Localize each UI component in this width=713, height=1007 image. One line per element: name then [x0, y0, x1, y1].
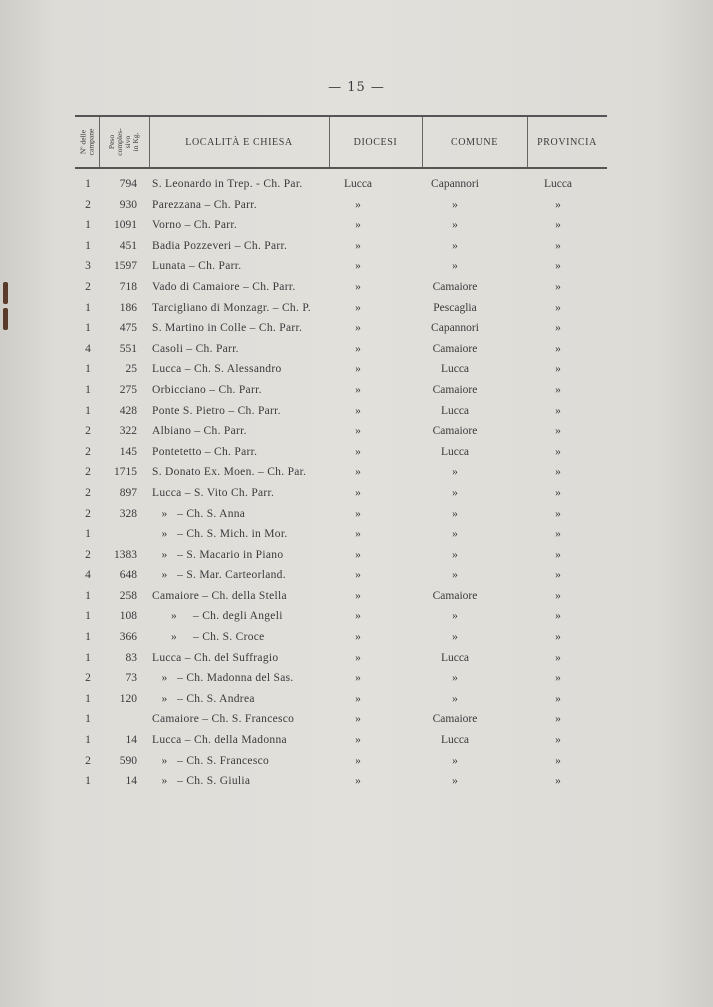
cell-peso: 145 — [119, 445, 137, 458]
cell-peso: 275 — [119, 383, 137, 396]
table-row — [0, 281, 713, 302]
cell-diocesi: Lucca — [343, 178, 373, 190]
cell-diocesi: » — [355, 445, 361, 458]
cell-num-campane: 1 — [85, 631, 91, 644]
cell-provincia: » — [555, 260, 561, 273]
cell-diocesi: » — [355, 260, 361, 273]
cell-peso: 366 — [119, 631, 137, 644]
cell-localita: Lucca – Ch. del Suffragio — [152, 651, 279, 664]
cell-num-campane: 3 — [85, 260, 91, 273]
cell-provincia: » — [555, 486, 561, 499]
cell-localita: Camaiore – Ch. S. Francesco — [152, 713, 295, 726]
cell-diocesi: » — [355, 569, 361, 582]
cell-peso: 648 — [119, 569, 137, 582]
cell-comune: Capannori — [431, 178, 479, 190]
cell-num-campane: 1 — [85, 528, 91, 541]
table-row — [0, 405, 713, 426]
cell-localita: Lucca – S. Vito Ch. Parr. — [152, 486, 275, 499]
cell-provincia: » — [555, 363, 561, 376]
cell-diocesi: » — [355, 322, 361, 335]
cell-comune: » — [452, 528, 458, 541]
cell-peso: 718 — [119, 280, 137, 293]
table-row — [0, 775, 713, 796]
table-row — [0, 240, 713, 261]
cell-diocesi: » — [355, 301, 361, 314]
cell-comune: » — [452, 486, 458, 499]
cell-diocesi: » — [355, 651, 361, 664]
header-comune: COMUNE — [422, 117, 528, 167]
table-row — [0, 590, 713, 611]
cell-provincia: » — [555, 404, 561, 417]
cell-comune: » — [452, 507, 458, 520]
cell-provincia: » — [555, 589, 561, 602]
cell-provincia: » — [555, 672, 561, 685]
cell-num-campane: 4 — [85, 342, 91, 355]
cell-provincia: » — [555, 507, 561, 520]
cell-num-campane: 1 — [85, 322, 91, 335]
cell-comune: » — [452, 239, 458, 252]
table-row — [0, 755, 713, 776]
cell-peso: 794 — [119, 178, 137, 190]
cell-diocesi: » — [355, 548, 361, 561]
cell-diocesi: » — [355, 198, 361, 211]
cell-num-campane: 2 — [85, 445, 91, 458]
cell-diocesi: » — [355, 775, 361, 788]
table-row — [0, 569, 713, 590]
cell-provincia: » — [555, 713, 561, 726]
cell-comune: Camaiore — [432, 280, 478, 293]
table-row — [0, 631, 713, 652]
header-num-campane: Nº delle campane — [75, 117, 100, 167]
cell-num-campane: 4 — [85, 569, 91, 582]
cell-num-campane: 1 — [85, 589, 91, 602]
table-row — [0, 713, 713, 734]
header-provincia: PROVINCIA — [537, 136, 597, 148]
cell-localita: Parezzana – Ch. Parr. — [152, 198, 257, 211]
cell-comune: » — [452, 219, 458, 232]
cell-diocesi: » — [355, 280, 361, 293]
cell-provincia: » — [555, 219, 561, 232]
cell-num-campane: 1 — [85, 651, 91, 664]
cell-comune: » — [452, 775, 458, 788]
cell-localita: » – Ch. degli Angeli — [152, 610, 283, 623]
table-header — [75, 115, 607, 169]
cell-diocesi: » — [355, 466, 361, 479]
cell-localita: Vorno – Ch. Parr. — [152, 219, 238, 232]
cell-localita: Lunata – Ch. Parr. — [152, 260, 242, 273]
cell-peso: 451 — [119, 239, 137, 252]
cell-num-campane: 2 — [85, 507, 91, 520]
cell-peso: 475 — [119, 322, 137, 335]
cell-provincia: » — [555, 301, 561, 314]
cell-diocesi: » — [355, 734, 361, 747]
cell-comune: » — [452, 610, 458, 623]
cell-comune: » — [452, 198, 458, 211]
cell-localita: » – Ch. S. Andrea — [152, 692, 255, 705]
cell-num-campane: 2 — [85, 486, 91, 499]
cell-localita: » – Ch. S. Anna — [152, 507, 246, 520]
cell-comune: » — [452, 692, 458, 705]
cell-diocesi: » — [355, 528, 361, 541]
table-row — [0, 549, 713, 570]
cell-localita: Lucca – Ch. della Madonna — [152, 734, 287, 747]
cell-localita: S. Donato Ex. Moen. – Ch. Par. — [152, 466, 307, 479]
cell-peso: 1091 — [114, 219, 137, 232]
cell-comune: Capannori — [431, 322, 479, 335]
cell-provincia: » — [555, 631, 561, 644]
cell-provincia: » — [555, 528, 561, 541]
cell-num-campane: 2 — [85, 425, 91, 438]
cell-num-campane: 1 — [85, 301, 91, 314]
cell-provincia: » — [555, 342, 561, 355]
cell-peso: 328 — [119, 507, 137, 520]
table-row — [0, 219, 713, 240]
cell-diocesi: » — [355, 713, 361, 726]
cell-comune: Camaiore — [432, 713, 478, 726]
cell-diocesi: » — [355, 610, 361, 623]
cell-provincia: » — [555, 425, 561, 438]
cell-comune: » — [452, 754, 458, 767]
cell-provincia: » — [555, 651, 561, 664]
cell-provincia: » — [555, 754, 561, 767]
table-row — [0, 734, 713, 755]
table-row — [0, 466, 713, 487]
cell-comune: Pescaglia — [433, 301, 477, 314]
cell-provincia: » — [555, 466, 561, 479]
cell-comune: Lucca — [440, 363, 470, 376]
cell-num-campane: 2 — [85, 280, 91, 293]
cell-num-campane: 1 — [85, 383, 91, 396]
cell-peso: 120 — [119, 692, 137, 705]
cell-diocesi: » — [355, 631, 361, 644]
cell-localita: Pontetetto – Ch. Parr. — [152, 445, 258, 458]
table-row — [0, 446, 713, 467]
table-row — [0, 487, 713, 508]
table-row — [0, 693, 713, 714]
cell-provincia: » — [555, 548, 561, 561]
table-row — [0, 322, 713, 343]
cell-comune: » — [452, 631, 458, 644]
cell-provincia: » — [555, 692, 561, 705]
table-body — [0, 178, 713, 796]
page-number: — 15 — — [328, 80, 385, 95]
cell-num-campane: 1 — [85, 178, 91, 190]
cell-diocesi: » — [355, 507, 361, 520]
cell-localita: » – Ch. S. Giulia — [152, 775, 251, 788]
cell-peso: 25 — [125, 363, 137, 376]
table-row — [0, 199, 713, 220]
cell-diocesi: » — [355, 383, 361, 396]
cell-diocesi: » — [355, 219, 361, 232]
cell-peso: 590 — [119, 754, 137, 767]
cell-num-campane: 1 — [85, 219, 91, 232]
cell-comune: Camaiore — [432, 425, 478, 438]
cell-comune: Lucca — [440, 734, 470, 747]
cell-provincia: » — [555, 610, 561, 623]
cell-localita: Vado di Camaiore – Ch. Parr. — [152, 280, 296, 293]
cell-peso: 258 — [119, 589, 137, 602]
cell-diocesi: » — [355, 363, 361, 376]
cell-peso: 83 — [125, 651, 137, 664]
table-row — [0, 672, 713, 693]
cell-provincia: » — [555, 239, 561, 252]
cell-peso: 428 — [119, 404, 137, 417]
cell-diocesi: » — [355, 404, 361, 417]
cell-num-campane: 1 — [85, 610, 91, 623]
cell-num-campane: 2 — [85, 754, 91, 767]
cell-diocesi: » — [355, 672, 361, 685]
cell-diocesi: » — [355, 486, 361, 499]
cell-peso: 322 — [119, 425, 137, 438]
cell-peso: 14 — [125, 775, 137, 788]
cell-num-campane: 2 — [85, 198, 91, 211]
cell-comune: » — [452, 260, 458, 273]
cell-peso: 551 — [119, 342, 137, 355]
cell-peso: 1715 — [114, 466, 137, 479]
cell-localita: Badia Pozzeveri – Ch. Parr. — [152, 239, 288, 252]
table-row — [0, 610, 713, 631]
cell-provincia: » — [555, 445, 561, 458]
cell-localita: S. Martino in Colle – Ch. Parr. — [152, 322, 303, 335]
cell-provincia: Lucca — [543, 178, 573, 190]
cell-peso: 108 — [119, 610, 137, 623]
cell-num-campane: 2 — [85, 548, 91, 561]
cell-num-campane: 1 — [85, 692, 91, 705]
cell-provincia: » — [555, 280, 561, 293]
table-row — [0, 363, 713, 384]
cell-diocesi: » — [355, 589, 361, 602]
table-row — [0, 528, 713, 549]
table-row — [0, 384, 713, 405]
table-row — [0, 652, 713, 673]
cell-localita: » – Ch. S. Francesco — [152, 754, 270, 767]
cell-localita: Albiano – Ch. Parr. — [152, 425, 247, 438]
cell-diocesi: » — [355, 239, 361, 252]
cell-provincia: » — [555, 322, 561, 335]
cell-peso: 897 — [119, 486, 137, 499]
cell-provincia: » — [555, 198, 561, 211]
cell-diocesi: » — [355, 692, 361, 705]
cell-peso: 186 — [119, 301, 137, 314]
table-row — [0, 178, 713, 199]
cell-peso: 14 — [125, 734, 137, 747]
cell-peso: 1383 — [114, 548, 137, 561]
cell-num-campane: 1 — [85, 404, 91, 417]
cell-localita: Tarcigliano di Monzagr. – Ch. P. — [152, 301, 311, 314]
cell-provincia: » — [555, 734, 561, 747]
header-diocesi: DIOCESI — [329, 117, 423, 167]
cell-comune: » — [452, 466, 458, 479]
cell-diocesi: » — [355, 342, 361, 355]
cell-provincia: » — [555, 383, 561, 396]
cell-localita: Ponte S. Pietro – Ch. Parr. — [152, 404, 281, 417]
table-row — [0, 508, 713, 529]
cell-localita: Casoli – Ch. Parr. — [152, 342, 239, 355]
table-row — [0, 343, 713, 364]
cell-provincia: » — [555, 775, 561, 788]
cell-comune: » — [452, 548, 458, 561]
cell-provincia: » — [555, 569, 561, 582]
cell-comune: Camaiore — [432, 589, 478, 602]
cell-num-campane: 2 — [85, 466, 91, 479]
cell-localita: Lucca – Ch. S. Alessandro — [152, 363, 282, 376]
cell-localita: » – Ch. S. Mich. in Mor. — [152, 528, 288, 541]
cell-comune: Lucca — [440, 445, 470, 458]
cell-num-campane: 2 — [85, 672, 91, 685]
cell-peso: 73 — [125, 672, 137, 685]
cell-num-campane: 1 — [85, 363, 91, 376]
cell-diocesi: » — [355, 754, 361, 767]
cell-comune: » — [452, 672, 458, 685]
cell-peso: 1597 — [114, 260, 137, 273]
cell-num-campane: 1 — [85, 239, 91, 252]
cell-num-campane: 1 — [85, 775, 91, 788]
cell-diocesi: » — [355, 425, 361, 438]
cell-localita: Orbicciano – Ch. Parr. — [152, 383, 262, 396]
cell-comune: Lucca — [440, 404, 470, 417]
cell-localita: S. Leonardo in Trep. - Ch. Par. — [152, 178, 303, 190]
table-row — [0, 425, 713, 446]
cell-localita: » – Ch. Madonna del Sas. — [152, 672, 294, 685]
cell-localita: Camaiore – Ch. della Stella — [152, 589, 287, 602]
cell-comune: Camaiore — [432, 383, 478, 396]
table-row — [0, 260, 713, 281]
header-localita: LOCALITÀ E CHIESA — [149, 117, 330, 167]
cell-comune: » — [452, 569, 458, 582]
cell-num-campane: 1 — [85, 734, 91, 747]
cell-peso: 930 — [119, 198, 137, 211]
cell-localita: » – Ch. S. Croce — [152, 631, 265, 644]
cell-localita: » – S. Mar. Carteorland. — [152, 569, 286, 582]
table-row — [0, 302, 713, 323]
header-peso: Peso comples- sivo in Kg. — [99, 117, 150, 167]
cell-num-campane: 1 — [85, 713, 91, 726]
cell-comune: Lucca — [440, 651, 470, 664]
cell-comune: Camaiore — [432, 342, 478, 355]
cell-localita: » – S. Macario in Piano — [152, 548, 284, 561]
